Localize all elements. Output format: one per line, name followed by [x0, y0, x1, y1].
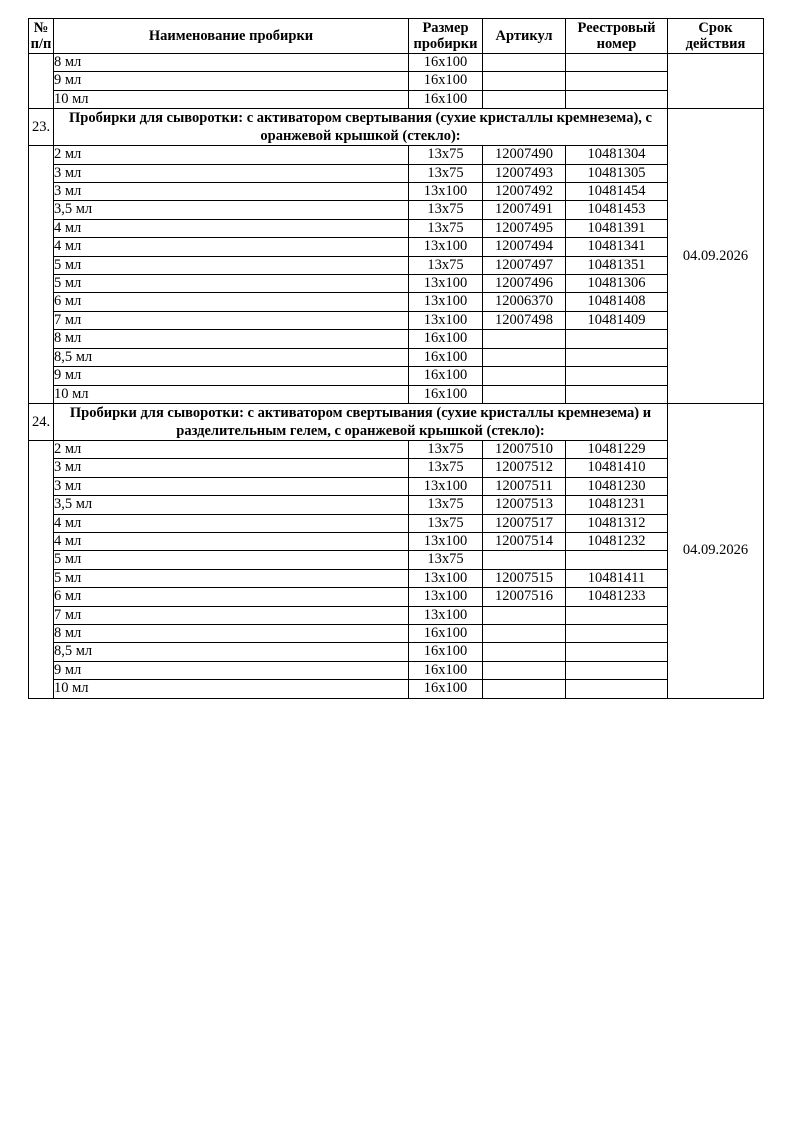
registry-number-cell: 10481305	[566, 164, 668, 182]
articul-cell: 12007493	[483, 164, 566, 182]
tube-size-cell: 16x100	[409, 348, 483, 366]
tube-size-cell: 13x75	[409, 440, 483, 458]
text-line: действия	[685, 36, 746, 52]
articul-cell: 12007498	[483, 311, 566, 329]
tubes-registry-table	[28, 18, 764, 699]
text-line: Артикул	[495, 28, 553, 44]
section-number-spacer-cell	[29, 146, 54, 404]
registry-number-cell	[566, 643, 668, 661]
table-row	[29, 90, 764, 108]
text-line: Размер	[422, 20, 469, 36]
articul-cell: 12007494	[483, 238, 566, 256]
tube-name-cell: 8,5 мл	[54, 643, 409, 661]
table-row	[29, 293, 764, 311]
registry-number-cell: 10481230	[566, 477, 668, 495]
tube-size-cell: 13x100	[409, 183, 483, 201]
col-header-registry	[566, 19, 668, 54]
text-line: номер	[596, 36, 637, 52]
tube-size-cell: 13x100	[409, 532, 483, 550]
table-row	[29, 201, 764, 219]
articul-cell	[483, 624, 566, 642]
tube-name-cell: 4 мл	[54, 219, 409, 237]
column-header-row	[29, 19, 764, 54]
registry-number-cell: 10481233	[566, 588, 668, 606]
registry-number-cell	[566, 551, 668, 569]
tube-size-cell: 13x75	[409, 514, 483, 532]
articul-cell	[483, 661, 566, 679]
text-line: пробирки	[413, 36, 478, 52]
col-header-size	[409, 19, 483, 54]
articul-cell	[483, 606, 566, 624]
articul-cell	[483, 385, 566, 403]
table-row	[29, 661, 764, 679]
registry-number-cell	[566, 367, 668, 385]
tube-name-cell: 8 мл	[54, 330, 409, 348]
tube-size-cell: 13x100	[409, 275, 483, 293]
section-number-cell: 23.	[29, 109, 54, 146]
tube-size-cell: 13x75	[409, 201, 483, 219]
table-row	[29, 496, 764, 514]
articul-cell	[483, 643, 566, 661]
tube-size-cell: 13x100	[409, 293, 483, 311]
table-row	[29, 54, 764, 72]
section-title-cell	[54, 109, 668, 146]
registry-number-cell	[566, 661, 668, 679]
articul-cell: 12007497	[483, 256, 566, 274]
section-number-cell: 24.	[29, 403, 54, 440]
table-row	[29, 532, 764, 550]
registry-number-cell	[566, 72, 668, 90]
table-row	[29, 588, 764, 606]
tube-name-cell: 7 мл	[54, 606, 409, 624]
col-header-num	[29, 19, 54, 54]
registry-number-cell	[566, 624, 668, 642]
articul-cell: 12007492	[483, 183, 566, 201]
articul-cell: 12007491	[483, 201, 566, 219]
table-row	[29, 275, 764, 293]
table-row	[29, 569, 764, 587]
table-row	[29, 680, 764, 698]
section-header-row	[29, 403, 764, 440]
tube-name-cell: 4 мл	[54, 238, 409, 256]
registry-number-cell	[566, 54, 668, 72]
table-row	[29, 164, 764, 182]
col-header-validity	[668, 19, 764, 54]
table-row	[29, 330, 764, 348]
table-row	[29, 514, 764, 532]
articul-cell: 12006370	[483, 293, 566, 311]
tube-size-cell: 16x100	[409, 643, 483, 661]
table-row	[29, 624, 764, 642]
text-line: №	[33, 20, 49, 36]
registry-number-cell	[566, 330, 668, 348]
tube-size-cell: 16x100	[409, 624, 483, 642]
tube-size-cell: 13x75	[409, 496, 483, 514]
articul-cell	[483, 348, 566, 366]
registry-number-cell	[566, 606, 668, 624]
articul-cell: 12007516	[483, 588, 566, 606]
tube-size-cell: 16x100	[409, 680, 483, 698]
tube-size-cell: 13x75	[409, 164, 483, 182]
tube-name-cell: 3 мл	[54, 477, 409, 495]
articul-cell	[483, 54, 566, 72]
tube-size-cell: 13x75	[409, 256, 483, 274]
tube-name-cell: 2 мл	[54, 146, 409, 164]
tube-name-cell: 10 мл	[54, 680, 409, 698]
tube-name-cell: 5 мл	[54, 275, 409, 293]
tube-name-cell: 5 мл	[54, 256, 409, 274]
registry-number-cell	[566, 385, 668, 403]
tube-name-cell: 2 мл	[54, 440, 409, 458]
tube-name-cell: 9 мл	[54, 367, 409, 385]
section-header-row	[29, 109, 764, 146]
tube-name-cell: 6 мл	[54, 293, 409, 311]
registry-number-cell: 10481454	[566, 183, 668, 201]
text-line: Наименование пробирки	[148, 28, 314, 44]
table-row	[29, 606, 764, 624]
registry-number-cell: 10481232	[566, 532, 668, 550]
validity-date-cell: 04.09.2026	[668, 403, 764, 698]
tube-size-cell: 13x100	[409, 477, 483, 495]
articul-cell	[483, 680, 566, 698]
tube-name-cell: 10 мл	[54, 385, 409, 403]
table-row	[29, 643, 764, 661]
registry-number-cell: 10481304	[566, 146, 668, 164]
section-number-spacer-cell	[29, 440, 54, 698]
tube-size-cell: 16x100	[409, 367, 483, 385]
tube-size-cell: 16x100	[409, 54, 483, 72]
articul-cell	[483, 551, 566, 569]
articul-cell: 12007512	[483, 459, 566, 477]
text-line: п/п	[30, 36, 52, 52]
text-line: разделительным гелем, с оранжевой крышкой (стекло):	[176, 422, 545, 439]
text-line: Пробирки для сыворотки: с активатором свертывания (сухие кристаллы кремнезема) и	[69, 404, 652, 421]
articul-cell: 12007495	[483, 219, 566, 237]
tube-name-cell: 6 мл	[54, 588, 409, 606]
text-line: Реестровый	[577, 20, 656, 36]
tube-size-cell: 16x100	[409, 661, 483, 679]
tube-name-cell: 8 мл	[54, 624, 409, 642]
articul-cell: 12007496	[483, 275, 566, 293]
registry-number-cell: 10481409	[566, 311, 668, 329]
table-row	[29, 183, 764, 201]
registry-number-cell	[566, 680, 668, 698]
tube-name-cell: 4 мл	[54, 514, 409, 532]
articul-cell: 12007513	[483, 496, 566, 514]
registry-number-cell: 10481411	[566, 569, 668, 587]
articul-cell: 12007515	[483, 569, 566, 587]
registry-number-cell: 10481408	[566, 293, 668, 311]
tube-size-cell: 13x100	[409, 569, 483, 587]
text-line: Срок	[698, 20, 733, 36]
tube-size-cell: 13x100	[409, 238, 483, 256]
table-row	[29, 440, 764, 458]
registry-number-cell: 10481391	[566, 219, 668, 237]
tube-size-cell: 13x100	[409, 588, 483, 606]
tube-size-cell: 16x100	[409, 330, 483, 348]
tube-name-cell: 4 мл	[54, 532, 409, 550]
tube-size-cell: 13x100	[409, 311, 483, 329]
articul-cell: 12007517	[483, 514, 566, 532]
articul-cell	[483, 367, 566, 385]
tube-size-cell: 16x100	[409, 72, 483, 90]
table-row	[29, 367, 764, 385]
registry-number-cell: 10481312	[566, 514, 668, 532]
table-row	[29, 72, 764, 90]
registry-number-cell: 10481410	[566, 459, 668, 477]
tube-name-cell: 5 мл	[54, 569, 409, 587]
table-row	[29, 551, 764, 569]
section-title-cell	[54, 403, 668, 440]
tube-size-cell: 16x100	[409, 385, 483, 403]
tube-size-cell: 13x75	[409, 551, 483, 569]
articul-cell	[483, 90, 566, 108]
tube-size-cell: 13x75	[409, 146, 483, 164]
tube-name-cell: 8 мл	[54, 54, 409, 72]
tube-name-cell: 8,5 мл	[54, 348, 409, 366]
tube-name-cell: 3 мл	[54, 164, 409, 182]
table-row	[29, 146, 764, 164]
articul-cell: 12007490	[483, 146, 566, 164]
table-row	[29, 348, 764, 366]
table-row	[29, 219, 764, 237]
articul-cell	[483, 330, 566, 348]
col-header-name	[54, 19, 409, 54]
tube-name-cell: 5 мл	[54, 551, 409, 569]
tube-name-cell: 3,5 мл	[54, 496, 409, 514]
tube-size-cell: 13x100	[409, 606, 483, 624]
table-row	[29, 311, 764, 329]
table-row	[29, 238, 764, 256]
tube-size-cell: 16x100	[409, 90, 483, 108]
tube-name-cell: 3 мл	[54, 459, 409, 477]
tube-name-cell: 9 мл	[54, 661, 409, 679]
articul-cell: 12007514	[483, 532, 566, 550]
tube-size-cell: 13x75	[409, 219, 483, 237]
articul-cell: 12007511	[483, 477, 566, 495]
tube-name-cell: 9 мл	[54, 72, 409, 90]
text-line: Пробирки для сыворотки: с активатором свертывания (сухие кристаллы кремнезема), с	[69, 110, 652, 127]
section-number-spacer-cell	[29, 54, 54, 109]
tube-name-cell: 10 мл	[54, 90, 409, 108]
registry-number-cell: 10481341	[566, 238, 668, 256]
text-line: оранжевой крышкой (стекло):	[260, 128, 461, 145]
registry-number-cell	[566, 90, 668, 108]
registry-number-cell: 10481453	[566, 201, 668, 219]
col-header-articul	[483, 19, 566, 54]
table-row	[29, 385, 764, 403]
tube-name-cell: 3 мл	[54, 183, 409, 201]
registry-number-cell	[566, 348, 668, 366]
table-row	[29, 459, 764, 477]
registry-number-cell: 10481306	[566, 275, 668, 293]
table-row	[29, 477, 764, 495]
articul-cell: 12007510	[483, 440, 566, 458]
tube-name-cell: 3,5 мл	[54, 201, 409, 219]
tube-size-cell: 13x75	[409, 459, 483, 477]
table-row	[29, 256, 764, 274]
articul-cell	[483, 72, 566, 90]
registry-number-cell: 10481351	[566, 256, 668, 274]
validity-date-cell	[668, 54, 764, 109]
validity-date-cell: 04.09.2026	[668, 109, 764, 404]
registry-number-cell: 10481231	[566, 496, 668, 514]
registry-number-cell: 10481229	[566, 440, 668, 458]
tube-name-cell: 7 мл	[54, 311, 409, 329]
